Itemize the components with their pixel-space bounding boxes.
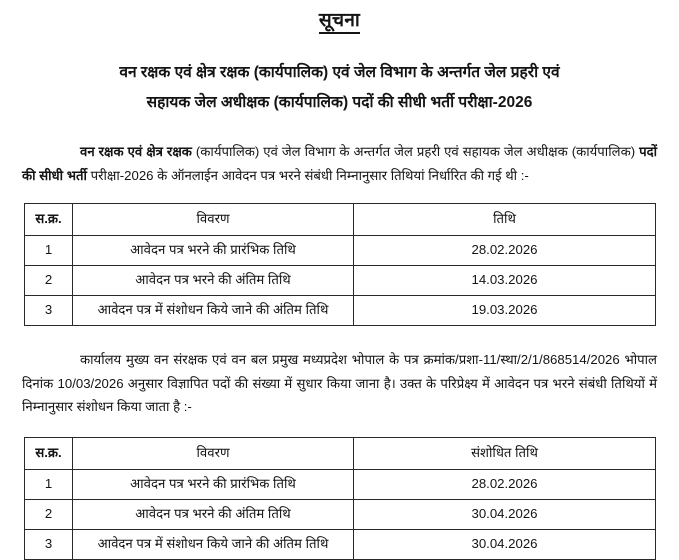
cell-revised-date: 28.02.2026 (354, 469, 656, 499)
intro-normal-b: परीक्षा-2026 के ऑनलाईन आवेदन पत्र भरने संबंधी निम्नानुसार तिथियां निर्धारित की गई थी :- (86, 167, 529, 183)
cell-date: 14.03.2026 (354, 266, 656, 296)
header-revised-date: संशोधित तिथि (354, 437, 656, 469)
table-row (25, 296, 656, 326)
subtitle-line-2: सहायक जेल अधीक्षक (कार्यपालिक) पदों की सीधी भर्ती परीक्षा-2026 (146, 93, 533, 111)
notice-document-page (0, 8, 679, 557)
table-row (25, 499, 656, 529)
revised-dates-table (24, 437, 656, 560)
intro-bold-a: वन रक्षक एवं क्षेत्र रक्षक (80, 144, 192, 160)
cell-serial-number: 3 (25, 529, 73, 559)
table-header-row (25, 437, 656, 469)
subtitle-line-1: वन रक्षक एवं क्षेत्र रक्षक (कार्यपालिक) एवं जेल विभाग के अन्तर्गत जेल प्रहरी एवं (119, 63, 560, 81)
intro-paragraph (22, 140, 657, 187)
page-title-text: सूचना (319, 10, 360, 34)
page-title (0, 8, 679, 34)
cell-description: आवेदन पत्र भरने की अंतिम तिथि (73, 266, 354, 296)
cell-description: आवेदन पत्र भरने की प्रारंभिक तिथि (73, 469, 354, 499)
intro-normal-a: (कार्यपालिक) एवं जेल विभाग के अन्तर्गत जेल प्रहरी एवं सहायक जेल अधीक्षक (कार्यपालिक) (191, 144, 640, 160)
table-row (25, 469, 656, 499)
amendment-paragraph: कार्यालय मुख्य वन संरक्षक एवं वन बल प्रमुख मध्यप्रदेश भोपाल के पत्र क्रमांक/प्रशा-11/स्था/2/1/868514/2026 भोपाल दिनांक 10/03/2026 अनुसार विज्ञापित पदों की संख्या में सुधार किया जाना है। उक्त के परिप्रेक्ष्य में आवेदन पत्र भरने संबंधी तिथियों में निम्नानुसार संशोधन किया जाता है :- (22, 352, 657, 415)
header-serial-number: स.क्र. (25, 204, 73, 236)
table-row (25, 266, 656, 296)
cell-revised-date: 30.04.2026 (354, 499, 656, 529)
original-dates-table-wrapper (24, 203, 655, 326)
header-description: विवरण (73, 437, 354, 469)
cell-serial-number: 1 (25, 236, 73, 266)
cell-revised-date: 30.04.2026 (354, 529, 656, 559)
cell-description: आवेदन पत्र भरने की अंतिम तिथि (73, 499, 354, 529)
header-serial-number: स.क्र. (25, 437, 73, 469)
cell-serial-number: 2 (25, 266, 73, 296)
cell-serial-number: 1 (25, 469, 73, 499)
cell-serial-number: 2 (25, 499, 73, 529)
cell-date: 28.02.2026 (354, 236, 656, 266)
revised-dates-table-wrapper (24, 437, 655, 560)
cell-description: आवेदन पत्र में संशोधन किये जाने की अंतिम तिथि (73, 529, 354, 559)
intro-bold-b: पदों की सीधी भर्ती (22, 144, 657, 183)
original-dates-table (24, 203, 656, 326)
cell-description: आवेदन पत्र भरने की प्रारंभिक तिथि (73, 236, 354, 266)
cell-serial-number: 3 (25, 296, 73, 326)
document-subtitle (46, 58, 633, 118)
cell-description: आवेदन पत्र में संशोधन किये जाने की अंतिम तिथि (73, 296, 354, 326)
table-row (25, 529, 656, 559)
table-row (25, 236, 656, 266)
table-header-row (25, 204, 656, 236)
cell-date: 19.03.2026 (354, 296, 656, 326)
header-description: विवरण (73, 204, 354, 236)
header-date: तिथि (354, 204, 656, 236)
